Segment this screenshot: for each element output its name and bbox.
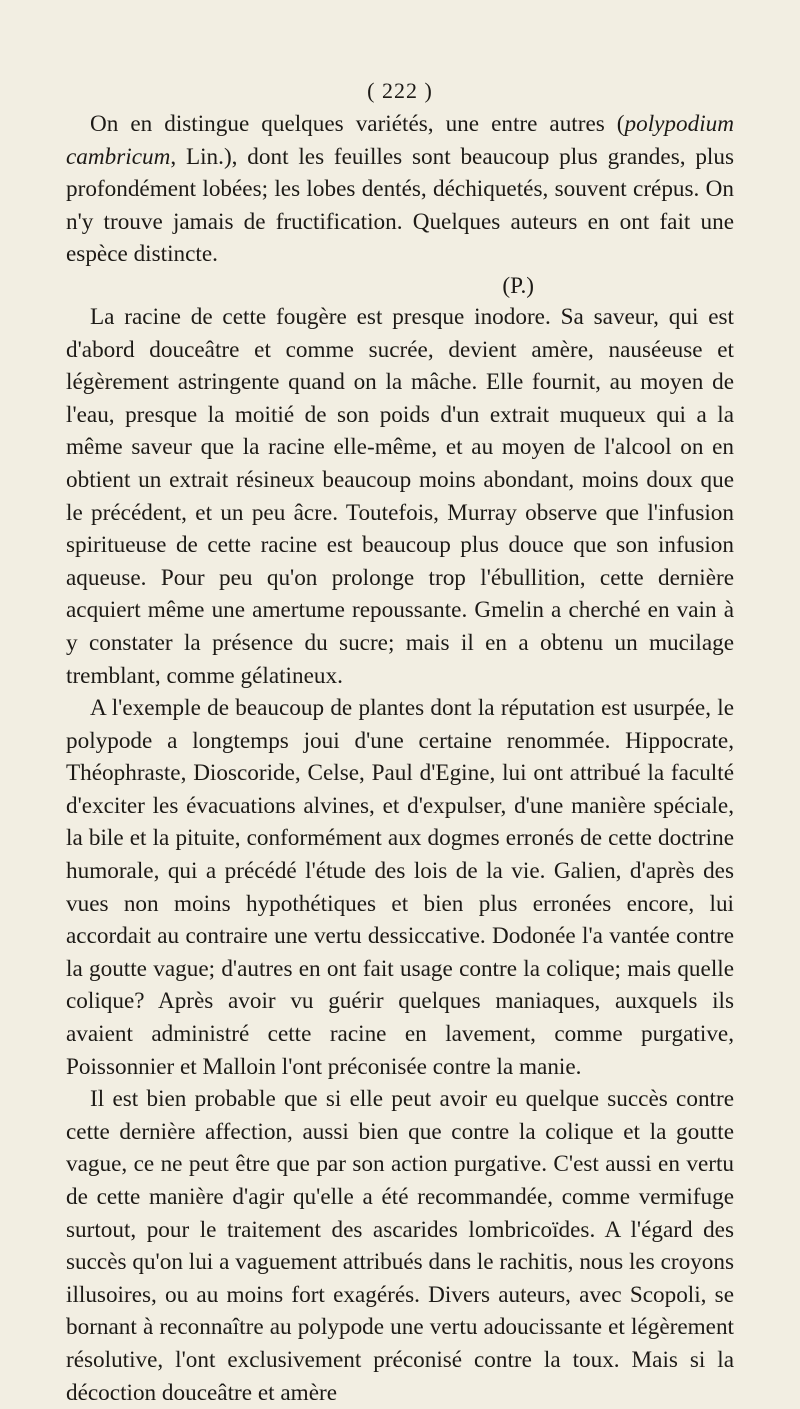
page-number: ( 222 ) bbox=[367, 78, 433, 103]
paragraph-purgative-action: Il est bien probable que si elle peut avoir eu quelque succès contre cette dernière affection, aussi bien que contre la colique et la goutte vague, ce ne peut être que par son action purgative. C'est aussi en vertu de cette manière d'agir qu'elle a été recommandée, comme vermifuge surtout, pour le traitement des ascarides lombricoïdes. A l'égard des succès qu'on lui a vaguement attribués dans le rachitis, nous les croyons illusoires, ou au moins fort exagérés. Divers auteurs, avec Scopoli, se bornant à reconnaître au polypode une vertu adoucissante et légèrement résolutive, l'ont exclusivement préconisé contre la toux. Mais si la décoction douceâtre et amère bbox=[66, 1086, 734, 1406]
paragraph-varieties bbox=[66, 108, 734, 301]
paragraph-text: On en distingue quelques variétés, une entre autres ( bbox=[90, 111, 625, 137]
author-signature: (P.) bbox=[502, 272, 534, 299]
paragraph-historical-uses: A l'exemple de beaucoup de plantes dont la réputation est usurpée, le polypode a longtemps joui d'une certaine renommée. Hippocrate, Théophraste, Dioscoride, Celse, Paul d'Egine, lui ont attribué la faculté d'exciter les évacuations alvines, et d'expulser, d'une manière spéciale, la bile et la pituite, conformément aux dogmes erronés de cette doctrine humorale, qui a précédé l'étude des lois de la vie. Galien, d'après des vues non moins hypothétiques et bien plus erronées encore, lui accordait au contraire une vertu dessiccative. Dodonée l'a vantée contre la goutte vague; d'autres en ont fait usage contre la colique; mais quelle colique? Après avoir vu guérir quelques maniaques, auxquels ils avaient administré cette racine en lavement, comme purgative, Poissonnier et Malloin l'ont préconisée contre la manie. bbox=[66, 695, 734, 1080]
paragraph-text: , Lin.), dont les feuilles sont beaucoup plus grandes, plus profondément lobées; les lobes dentés, déchiquetés, souvent crépus. On n'y trouve jamais de fructification. Quelques auteurs en ont fait une espèce distincte. bbox=[66, 143, 734, 268]
body-text bbox=[66, 108, 734, 1409]
species-name: polypodium cambricum bbox=[66, 111, 734, 170]
paragraph-root-properties: La racine de cette fougère est presque inodore. Sa saveur, qui est d'abord douceâtre et comme sucrée, devient amère, nauséeuse et légèrement astringente quand on la mâche. Elle fournit, au moyen de l'eau, presque la moitié de son poids d'un extrait muqueux qui a la même saveur que la racine elle-même, et au moyen de l'alcool on en obtient un extrait résineux beaucoup moins abondant, moins doux que le précédent, et un peu âcre. Toutefois, Murray observe que l'infusion spiritueuse de cette racine est beaucoup plus douce que son infusion aqueuse. Pour peu qu'on prolonge trop l'ébullition, cette dernière acquiert même une amertume repoussante. Gmelin a cherché en vain à y constater la présence du sucre; mais il en a obtenu un mucilage tremblant, comme gélatineux. bbox=[66, 303, 734, 689]
